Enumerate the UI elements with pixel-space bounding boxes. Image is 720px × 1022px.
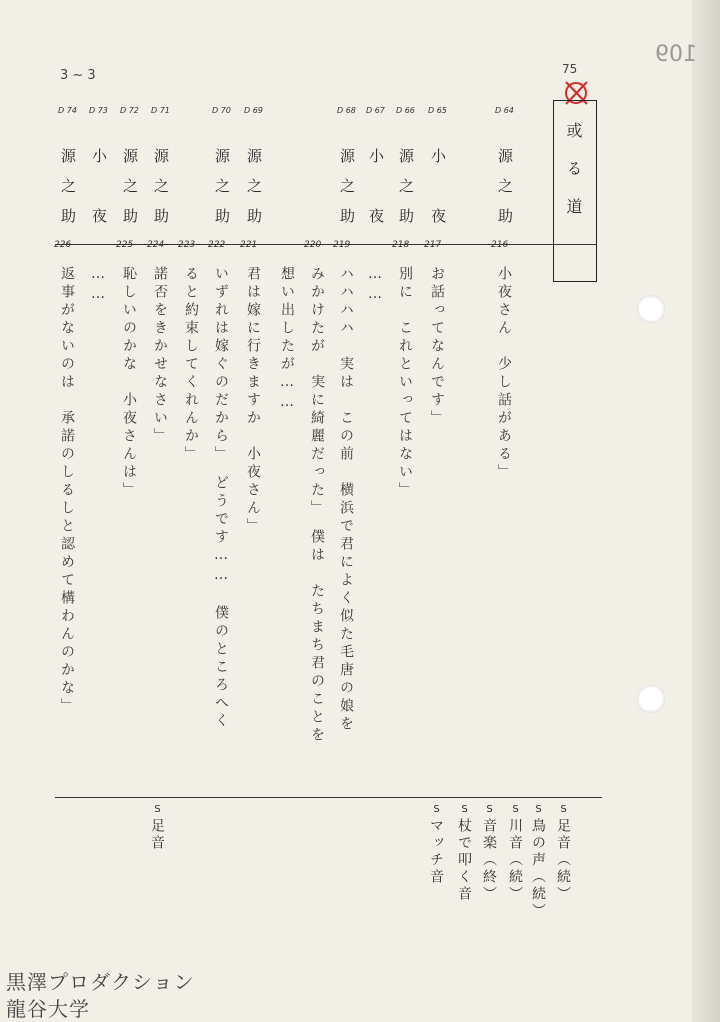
speaker-name-d68a: 源之助 (338, 148, 356, 238)
speaker-name-d70a: 源之助 (213, 148, 231, 238)
line-number-d70b: 223 (178, 240, 196, 250)
sound-mark-icon: S (484, 804, 495, 818)
speaker-name-d72: 源之助 (121, 148, 139, 238)
speaker-name-d71: 源之助 (152, 148, 170, 238)
speaker-name-d65: 小 夜 (429, 148, 447, 238)
sound-mark-icon: S (431, 804, 442, 818)
sound-cue (482, 804, 496, 903)
line-number-d70a: 222 (208, 240, 226, 250)
cut-number-d70a: D 70 (212, 106, 231, 115)
sound-cue-text: 川音（続） (507, 818, 523, 903)
line-number-d72: 225 (116, 240, 134, 250)
dialogue-d70a: いずれは嫁ぐのだから」 どうです…… 僕のところへく (213, 266, 229, 731)
sound-cue-text: 足音 (149, 818, 165, 852)
watermark-line2: 龍谷大学 (6, 997, 90, 1021)
watermark-line1: 黒澤プロダクション (6, 970, 195, 994)
speaker-name-d73: 小 夜 (90, 148, 108, 238)
cut-number-d64: D 64 (495, 106, 514, 115)
dialogue-d64: 小夜さん 少し話がある」 (496, 266, 512, 482)
red-number: 75 (562, 62, 578, 76)
sound-mark-icon: S (558, 804, 569, 818)
scene-title: 或る道 (564, 122, 583, 236)
dialogue-d65: お話ってなんです」 (429, 266, 445, 428)
sound-cue (531, 804, 545, 920)
line-number-d74a: 226 (54, 240, 72, 250)
dialogue-d70b: ると約束してくれんか」 (183, 266, 199, 464)
cut-number-d67: D 67 (366, 106, 385, 115)
line-number-d64: 216 (491, 240, 509, 250)
cut-number-d71: D 71 (151, 106, 170, 115)
sound-cue (429, 804, 443, 886)
sound-cue-text: 鳥の声（続） (530, 818, 546, 920)
header-divider (55, 244, 597, 245)
cut-number-d74a: D 74 (58, 106, 77, 115)
dialogue-d74a: 返事がないのは 承諾のしるしと認めて構わんのかな」 (59, 266, 75, 716)
page-edge (692, 0, 720, 1022)
cut-number-d65: D 65 (428, 106, 447, 115)
cut-number-d69: D 69 (244, 106, 263, 115)
speaker-name-d69: 源之助 (245, 148, 263, 238)
dialogue-d71: 諾否をきかせなさい」 (152, 266, 168, 446)
sound-cue (150, 804, 164, 852)
sound-cue (556, 804, 570, 903)
speaker-name-d66: 源之助 (397, 148, 415, 238)
sound-cue-text: 足音（続） (555, 818, 571, 903)
page-label: 3 ~ 3 (60, 68, 96, 83)
dialogue-d73: …… (90, 266, 106, 306)
dialogue-d68a: ハハハハ 実は この前 横浜で君によく似た毛唐の娘を (338, 266, 354, 734)
dialogue-d72: 恥しいのかな 小夜さんは」 (121, 266, 137, 500)
sound-cue-text: マッチ音 (428, 818, 444, 886)
sound-cue (457, 804, 471, 903)
line-number-d66: 218 (392, 240, 410, 250)
line-number-d69: 221 (240, 240, 258, 250)
sound-mark-icon: S (510, 804, 521, 818)
sound-mark-icon: S (533, 804, 544, 818)
speaker-name-d67: 小 夜 (367, 148, 385, 238)
line-number-d68b: 220 (304, 240, 322, 250)
cut-number-d73: D 73 (89, 106, 108, 115)
speaker-name-d74a: 源之助 (59, 148, 77, 238)
cut-number-d72: D 72 (120, 106, 139, 115)
cut-number-d66: D 66 (396, 106, 415, 115)
dialogue-d68c: 想い出したが…… (279, 266, 295, 414)
punch-hole (637, 685, 665, 713)
punch-hole (637, 295, 665, 323)
dialogue-d69: 君は嫁に行きますか 小夜さん」 (245, 266, 261, 536)
line-number-d71: 224 (147, 240, 165, 250)
line-number-d65: 217 (424, 240, 442, 250)
mirrored-page-number: 109 (655, 42, 697, 67)
dialogue-d68b: みかけたが 実に綺麗だった」 僕は たちまち君のことを (309, 266, 325, 745)
sound-cue-text: 杖で叩く音 (456, 818, 472, 903)
dialogue-d67: …… (367, 266, 383, 306)
footer-divider (55, 797, 602, 798)
speaker-name-d64: 源之助 (496, 148, 514, 238)
sound-cue-text: 音楽（終） (481, 818, 497, 903)
cut-number-d68a: D 68 (337, 106, 356, 115)
dialogue-d66: 別に これといってはない」 (397, 266, 413, 500)
sound-mark-icon: S (152, 804, 163, 818)
sound-cue (508, 804, 522, 903)
line-number-d68a: 219 (333, 240, 351, 250)
sound-mark-icon: S (459, 804, 470, 818)
